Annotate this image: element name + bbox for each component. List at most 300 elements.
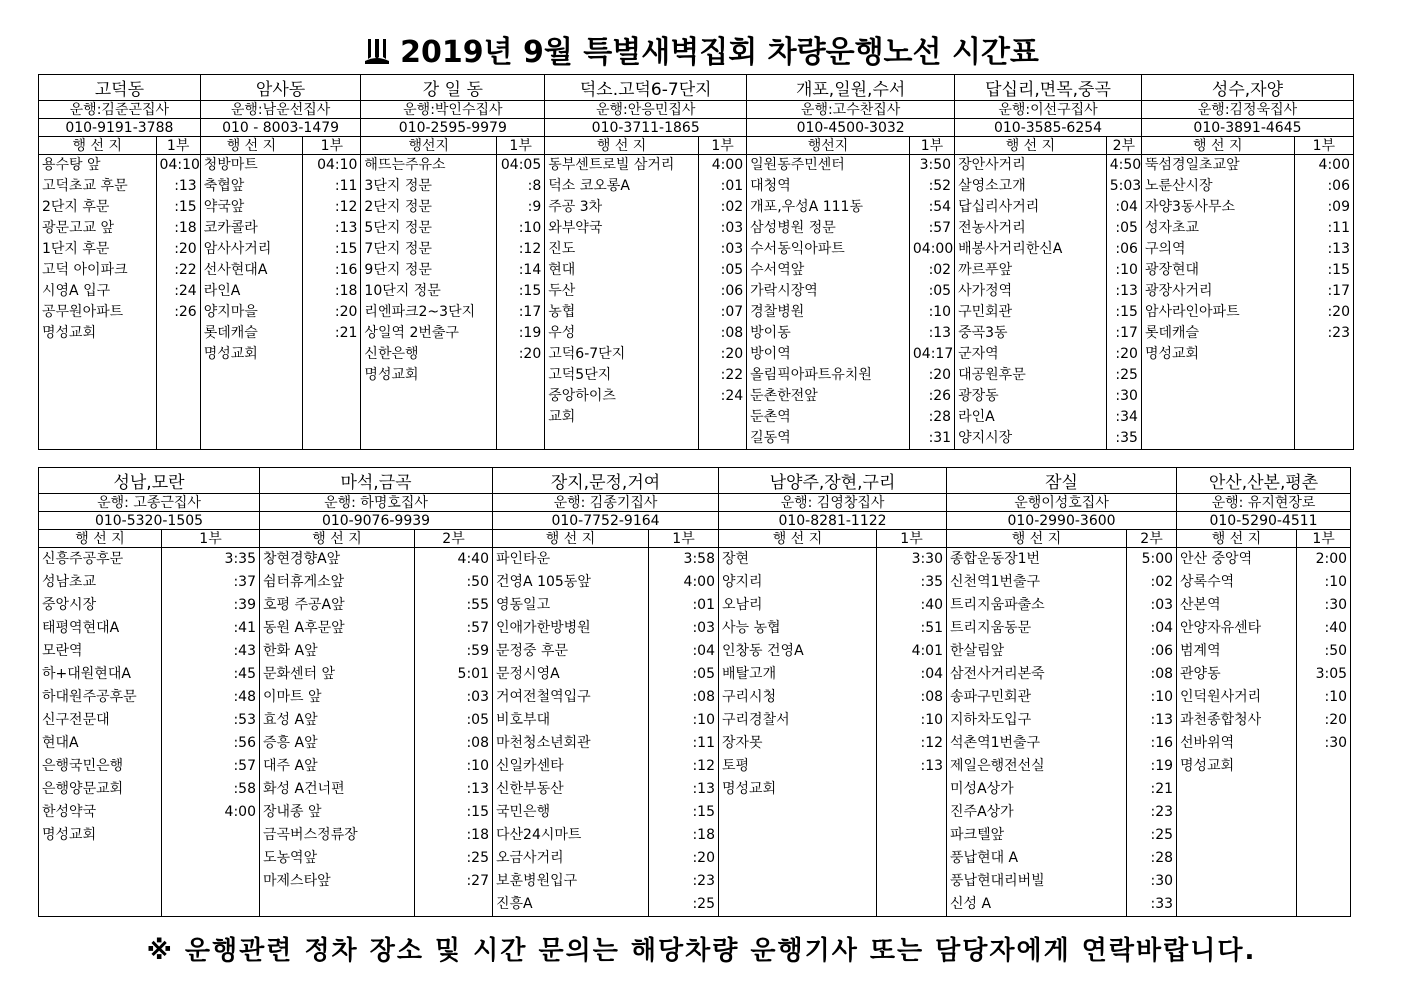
stop-name: 답십리사거리 xyxy=(958,199,1040,215)
stop-name: 삼성병원 정문 xyxy=(750,220,836,236)
stop-time: :20 xyxy=(518,346,542,362)
stop-column-header: 행 선 지 xyxy=(545,137,699,155)
stop-name: 토평 xyxy=(722,758,750,774)
stop-time: :40 xyxy=(920,597,944,613)
stop-name: 9단지 정문 xyxy=(364,262,432,278)
stop-time: :18 xyxy=(466,827,489,843)
stop-time: 04:10 xyxy=(159,157,200,173)
stop-name: 과천종합청사 xyxy=(1180,712,1262,728)
stop-name: 풍납현대리버빌 xyxy=(950,873,1045,889)
stop-time: :02 xyxy=(720,199,744,215)
stop-name: 파크텔앞 xyxy=(950,827,1005,843)
stop-name: 장현 xyxy=(722,551,750,567)
stop-name: 인덕원사거리 xyxy=(1180,689,1262,705)
route-driver: 운행:김준곤집사 xyxy=(39,101,201,119)
route-name: 성남,모란 xyxy=(39,468,260,494)
stop-name: 리엔파크2~3단지 xyxy=(364,304,476,320)
stop-time: :03 xyxy=(466,689,489,705)
stop-time: :25 xyxy=(1150,827,1174,843)
stop-name: 5단지 정문 xyxy=(364,220,432,236)
stop-name: 광문고교 앞 xyxy=(42,220,115,236)
stop-name: 창현경향A앞 xyxy=(263,551,341,567)
times-cell xyxy=(877,548,947,917)
stop-time: :35 xyxy=(1115,430,1138,446)
stop-time: :55 xyxy=(466,597,489,613)
stop-name: 동원 A후문앞 xyxy=(263,620,345,636)
stop-time: :04 xyxy=(920,666,944,682)
stop-time: :15 xyxy=(692,804,715,820)
stop-name: 중앙하이츠 xyxy=(548,388,616,404)
stop-column-header: 행 선 지 xyxy=(200,137,302,155)
route-name: 마석,금곡 xyxy=(260,468,493,494)
stop-time: :13 xyxy=(692,781,715,797)
stop-time: :17 xyxy=(1115,325,1138,341)
stops-cell xyxy=(39,155,157,450)
stop-time: :24 xyxy=(174,283,197,299)
stop-name: 사가정역 xyxy=(958,283,1013,299)
times-cell xyxy=(156,155,200,450)
stop-time: :26 xyxy=(174,304,197,320)
stop-time: :09 xyxy=(1327,199,1350,215)
stop-name: 까르푸앞 xyxy=(958,262,1013,278)
stop-column-header: 행 선 지 xyxy=(1141,137,1294,155)
stop-name: 지하차도입구 xyxy=(950,712,1032,728)
times-cell xyxy=(1127,548,1177,917)
stop-name: 성자초교 xyxy=(1144,220,1200,236)
stop-time: :20 xyxy=(1324,712,1348,728)
stop-name: 송파구민회관 xyxy=(950,689,1032,705)
bottom-schedule-table xyxy=(38,467,1351,917)
stop-time: :17 xyxy=(518,304,542,320)
stop-name: 명성교회 xyxy=(364,367,419,383)
stop-name: 경찰병원 xyxy=(750,304,805,320)
stop-time: :43 xyxy=(233,643,256,659)
stop-name: 중곡3동 xyxy=(958,325,1008,341)
times-cell xyxy=(909,155,954,450)
stop-time: :34 xyxy=(1115,409,1138,425)
stop-time: :11 xyxy=(1327,220,1350,236)
stop-time: :20 xyxy=(720,346,744,362)
stop-time: :07 xyxy=(720,304,744,320)
time-column-header: 1부 xyxy=(649,530,719,548)
stop-name: 구민회관 xyxy=(958,304,1013,320)
stop-time: :02 xyxy=(928,262,952,278)
stop-name: 마제스타앞 xyxy=(263,873,331,889)
stop-time: :03 xyxy=(1150,597,1174,613)
stop-time: :10 xyxy=(1324,689,1348,705)
stops-cell xyxy=(200,155,302,450)
title-text: 2019년 9월 특별새벽집회 차량운행노선 시간표 xyxy=(400,35,1039,70)
stop-time: :13 xyxy=(1327,241,1350,257)
stop-time: 04:00 xyxy=(912,241,954,257)
stop-name: 길동역 xyxy=(750,430,791,446)
stop-name: 인애가한방병원 xyxy=(496,620,591,636)
stop-time: 5:00 xyxy=(1141,551,1174,567)
stop-time: :15 xyxy=(1115,304,1138,320)
stop-time: :39 xyxy=(233,597,256,613)
stop-name: 교회 xyxy=(548,409,576,425)
stop-time: :04 xyxy=(1150,620,1174,636)
stop-time: :31 xyxy=(928,430,952,446)
page-title xyxy=(0,33,1403,73)
footer-notice: ※ 운행관련 정차 장소 및 시간 문의는 해당차량 운행기사 또는 담당자에게 연락바랍니다. xyxy=(146,936,1257,966)
stop-time: :03 xyxy=(692,620,715,636)
stop-name: 거여전철역입구 xyxy=(496,689,591,705)
route-name: 덕소.고덕6-7단지 xyxy=(545,75,747,101)
stop-name: 하+대원현대A xyxy=(42,666,131,682)
stop-name: 신한부동산 xyxy=(496,781,564,797)
route-driver: 운행:박인수집사 xyxy=(361,101,545,119)
times-cell xyxy=(497,155,545,450)
stop-time: :10 xyxy=(692,712,715,728)
stop-name: 장안사거리 xyxy=(958,157,1026,173)
stop-name: 시영A 입구 xyxy=(42,283,111,299)
stop-time: :08 xyxy=(920,689,944,705)
stop-name: 제일은행전선실 xyxy=(950,758,1045,774)
stop-name: 성남초교 xyxy=(42,574,97,590)
stop-time: :10 xyxy=(518,220,542,236)
stop-time: :08 xyxy=(692,689,715,705)
stop-name: 진주A상가 xyxy=(950,804,1014,820)
stop-name: 도농역앞 xyxy=(263,850,318,866)
stop-time: :58 xyxy=(233,781,256,797)
stop-time: :23 xyxy=(1327,325,1350,341)
stop-name: 호평 주공A앞 xyxy=(263,597,345,613)
stop-name: 라인A xyxy=(203,283,241,299)
time-column-header: 2부 xyxy=(1127,530,1177,548)
stop-time: :08 xyxy=(720,325,744,341)
stop-name: 풍납현대 A xyxy=(950,850,1019,866)
stop-time: :04 xyxy=(692,643,715,659)
stops-cell xyxy=(260,548,415,917)
stop-time: :26 xyxy=(928,388,952,404)
stop-name: 현대 xyxy=(548,262,576,278)
stop-name: 롯데캐슬 xyxy=(1144,325,1200,341)
stop-name: 파인타운 xyxy=(496,551,551,567)
route-phone: 010-2990-3600 xyxy=(947,512,1177,530)
stop-time: :57 xyxy=(928,220,952,236)
stop-time: :06 xyxy=(720,283,744,299)
stop-name: 명성교회 xyxy=(42,325,97,341)
route-name: 성수,자양 xyxy=(1141,75,1353,101)
stop-name: 영동일고 xyxy=(496,597,551,613)
stop-name: 암사사거리 xyxy=(203,241,272,257)
stop-name: 이마트 앞 xyxy=(263,689,322,705)
stop-name: 둔촌역 xyxy=(750,409,791,425)
stop-name: 공무원아파트 xyxy=(42,304,124,320)
stop-column-header: 행 선 지 xyxy=(260,530,415,548)
stop-time: :12 xyxy=(334,199,358,215)
stop-name: 신구전문대 xyxy=(42,712,110,728)
stop-name: 라인A xyxy=(958,409,995,425)
time-column-header: 1부 xyxy=(877,530,947,548)
stop-name: 방이동 xyxy=(750,325,791,341)
stop-time: :20 xyxy=(1115,346,1138,362)
stop-name: 노룬산시장 xyxy=(1144,178,1213,194)
stop-time: :01 xyxy=(720,178,744,194)
stop-name: 주공 3차 xyxy=(548,199,603,215)
stop-time: :16 xyxy=(334,262,358,278)
stops-cell xyxy=(39,548,162,917)
stop-time: :03 xyxy=(720,220,744,236)
stop-name: 비호부대 xyxy=(496,712,551,728)
stop-time: :20 xyxy=(174,241,197,257)
stops-cell xyxy=(1141,155,1294,450)
stop-time: :10 xyxy=(1150,689,1174,705)
stop-time: :33 xyxy=(1150,896,1174,912)
stop-time: :19 xyxy=(1150,758,1174,774)
stop-time: :23 xyxy=(1150,804,1174,820)
stop-time: :24 xyxy=(720,388,744,404)
stop-time: 3:05 xyxy=(1315,666,1348,682)
stop-name: 명성교회 xyxy=(203,346,258,362)
stop-name: 구리시청 xyxy=(722,689,777,705)
stop-time: :14 xyxy=(518,262,542,278)
stop-name: 해뜨는주유소 xyxy=(364,157,446,173)
stop-name: 가락시장역 xyxy=(750,283,818,299)
stop-time xyxy=(160,323,197,344)
stop-name: 장내종 앞 xyxy=(263,804,322,820)
stops-cell xyxy=(747,155,910,450)
stop-name: 구리경찰서 xyxy=(722,712,790,728)
stop-time: :13 xyxy=(920,758,944,774)
times-cell xyxy=(162,548,260,917)
top-schedule-table xyxy=(38,74,1354,450)
stop-time: :06 xyxy=(1115,241,1138,257)
stop-name: 신천역1번출구 xyxy=(950,574,1041,590)
stop-name: 태평역현대A xyxy=(42,620,120,636)
route-driver: 운행: 김종기집사 xyxy=(493,494,719,512)
stop-name: 농협 xyxy=(548,304,576,320)
stop-name: 은행국민은행 xyxy=(42,758,124,774)
stop-name: 종합운동장1번 xyxy=(950,551,1041,567)
stop-name: 수서동익아파트 xyxy=(750,241,845,257)
stop-name: 안산 중앙역 xyxy=(1180,551,1253,567)
stop-name: 배봉사거리한신A xyxy=(958,241,1063,257)
stop-name: 문화센터 앞 xyxy=(263,666,336,682)
stop-time: :19 xyxy=(518,325,542,341)
stop-name: 트리지움동문 xyxy=(950,620,1032,636)
stop-name: 신한은행 xyxy=(364,346,419,362)
stop-time xyxy=(702,407,743,428)
route-phone: 010-7752-9164 xyxy=(493,512,719,530)
stop-name: 고덕6-7단지 xyxy=(548,346,626,362)
stops-cell xyxy=(1177,548,1297,917)
route-name: 장지,문정,거여 xyxy=(493,468,719,494)
stop-time: 4:40 xyxy=(457,551,489,567)
stop-time: :20 xyxy=(334,304,358,320)
stop-name: 명성교회 xyxy=(42,827,97,843)
stop-time: :56 xyxy=(233,735,256,751)
stop-time: :11 xyxy=(334,178,358,194)
stop-name: 한화 A앞 xyxy=(263,643,318,659)
stop-time: :13 xyxy=(466,781,489,797)
stop-name: 화성 A건너편 xyxy=(263,781,345,797)
time-column-header: 1부 xyxy=(497,137,545,155)
stop-time: :23 xyxy=(692,873,715,889)
stop-time: :20 xyxy=(1327,304,1350,320)
stop-name: 석촌역1번출구 xyxy=(950,735,1041,751)
stop-time: :01 xyxy=(692,597,715,613)
times-cell xyxy=(698,155,746,450)
stop-time: :51 xyxy=(920,620,944,636)
route-phone: 010-5290-4511 xyxy=(1177,512,1351,530)
stop-name: 3단지 정문 xyxy=(364,178,432,194)
stops-cell xyxy=(947,548,1127,917)
stop-time: :22 xyxy=(174,262,197,278)
stop-time: :16 xyxy=(1150,735,1174,751)
stop-name: 수서역앞 xyxy=(750,262,805,278)
stop-time: :12 xyxy=(920,735,944,751)
stop-name: 장자못 xyxy=(722,735,763,751)
route-driver: 운행:김정욱집사 xyxy=(1141,101,1353,119)
stop-time: 04:05 xyxy=(500,157,542,173)
stop-name: 둔촌한전앞 xyxy=(750,388,818,404)
stop-name: 현대A xyxy=(42,735,79,751)
stop-time: :10 xyxy=(920,712,944,728)
stop-time: :05 xyxy=(692,666,715,682)
stop-time: :12 xyxy=(518,241,542,257)
times-cell xyxy=(415,548,493,917)
stop-time: :04 xyxy=(1115,199,1138,215)
stop-time: :27 xyxy=(466,873,489,889)
stop-name: 광장현대 xyxy=(1144,262,1200,278)
stop-name: 우성 xyxy=(548,325,576,341)
stop-name: 축협앞 xyxy=(203,178,245,194)
stop-time: :15 xyxy=(466,804,489,820)
stop-name: 양지시장 xyxy=(958,430,1013,446)
stop-time: :13 xyxy=(334,220,358,236)
stop-name: 신흥주공후문 xyxy=(42,551,124,567)
time-column-header: 1부 xyxy=(162,530,260,548)
stop-time: :18 xyxy=(692,827,715,843)
stop-name: 인창동 건영A xyxy=(722,643,804,659)
stop-column-header: 행 선 지 xyxy=(947,530,1127,548)
stop-time: :10 xyxy=(466,758,489,774)
route-phone: 010-2595-9979 xyxy=(361,119,545,137)
route-driver: 운행이성호집사 xyxy=(947,494,1177,512)
stop-time xyxy=(306,344,357,365)
stop-time: :10 xyxy=(1324,574,1348,590)
stop-column-header: 행 선 지 xyxy=(719,530,877,548)
stop-time: 3:30 xyxy=(911,551,944,567)
stop-time: 4:00 xyxy=(1318,157,1350,173)
stop-time: :22 xyxy=(720,367,744,383)
stop-time: :05 xyxy=(720,262,744,278)
stop-time: :13 xyxy=(174,178,197,194)
route-driver: 운행: 하명호집사 xyxy=(260,494,493,512)
stop-time: :52 xyxy=(928,178,952,194)
stop-time: :48 xyxy=(233,689,256,705)
stop-name: 모란역 xyxy=(42,643,83,659)
time-column-header: 1부 xyxy=(909,137,954,155)
stop-name: 증흥 A앞 xyxy=(263,735,318,751)
stop-name: 광장사거리 xyxy=(1144,283,1213,299)
stop-time: :21 xyxy=(334,325,358,341)
route-phone: 010-9191-3788 xyxy=(39,119,201,137)
route-name: 고덕동 xyxy=(39,75,201,101)
route-driver: 운행:안응민집사 xyxy=(545,101,747,119)
stop-column-header: 행 선 지 xyxy=(955,137,1107,155)
stop-name: 개포,우성A 111동 xyxy=(750,199,863,215)
stop-name: 하대원주공후문 xyxy=(42,689,137,705)
stop-name: 청방마트 xyxy=(203,157,258,173)
stop-time: :21 xyxy=(1150,781,1174,797)
stop-time: :54 xyxy=(928,199,952,215)
times-cell xyxy=(1297,548,1351,917)
stop-time: 2:00 xyxy=(1315,551,1348,567)
stop-name: 중앙시장 xyxy=(42,597,97,613)
stop-time: :15 xyxy=(174,199,197,215)
route-name: 강 일 동 xyxy=(361,75,545,101)
route-driver: 운행:남운선집사 xyxy=(200,101,361,119)
stop-time: :17 xyxy=(1327,283,1350,299)
route-name: 암사동 xyxy=(200,75,361,101)
stop-column-header: 행 선 지 xyxy=(39,137,157,155)
time-column-header: 2부 xyxy=(1106,137,1141,155)
route-name: 답십리,면목,중곡 xyxy=(955,75,1142,101)
stop-time: :8 xyxy=(527,178,542,194)
stop-time: :40 xyxy=(1324,620,1348,636)
stop-time: :25 xyxy=(692,896,715,912)
route-name: 안산,산본,평촌 xyxy=(1177,468,1351,494)
stop-time: 4:00 xyxy=(683,574,715,590)
stop-name: 명성교회 xyxy=(722,781,777,797)
times-cell xyxy=(303,155,361,450)
stop-time: :12 xyxy=(692,758,715,774)
stop-name: 관양동 xyxy=(1180,666,1221,682)
stop-name: 동부센트로빌 삼거리 xyxy=(548,157,675,173)
stop-time: :57 xyxy=(233,758,256,774)
stop-column-header: 행 선 지 xyxy=(39,530,162,548)
stop-name: 코카콜라 xyxy=(203,220,258,236)
stops-cell xyxy=(545,155,699,450)
stop-name: 고덕5단지 xyxy=(548,367,612,383)
stop-time: :35 xyxy=(920,574,944,590)
route-phone: 010-3711-1865 xyxy=(545,119,747,137)
stop-name: 트리지움파출소 xyxy=(950,597,1045,613)
stop-name: 다산24시마트 xyxy=(496,827,582,843)
stops-cell xyxy=(361,155,497,450)
stop-time: :10 xyxy=(1115,262,1138,278)
stops-cell xyxy=(493,548,649,917)
stop-name: 올림픽아파트유치원 xyxy=(750,367,872,383)
stop-time: :03 xyxy=(720,241,744,257)
stop-time: :06 xyxy=(1327,178,1350,194)
stop-name: 한성약국 xyxy=(42,804,97,820)
stop-time: :18 xyxy=(174,220,197,236)
stop-name: 자양3동사무소 xyxy=(1144,199,1235,215)
stop-name: 사능 농협 xyxy=(722,620,781,636)
stop-name: 뚝섬경일초교앞 xyxy=(1144,157,1240,173)
stop-time: :10 xyxy=(928,304,952,320)
stop-time: :11 xyxy=(692,735,715,751)
time-column-header: 1부 xyxy=(1294,137,1353,155)
stop-name: 암사라인아파트 xyxy=(1144,304,1240,320)
stop-name: 두산 xyxy=(548,283,576,299)
times-cell xyxy=(1294,155,1353,450)
route-name: 잠실 xyxy=(947,468,1177,494)
stop-name: 명성교회 xyxy=(1144,346,1200,362)
stop-time: 3:35 xyxy=(224,551,256,567)
stop-column-header: 행 선 지 xyxy=(493,530,649,548)
stop-time: :59 xyxy=(466,643,489,659)
stop-name: 안양자유센타 xyxy=(1180,620,1262,636)
stop-name: 롯데캐슬 xyxy=(203,325,258,341)
route-phone: 010-8281-1122 xyxy=(719,512,947,530)
stop-name: 범계역 xyxy=(1180,643,1221,659)
stop-time: :50 xyxy=(1324,643,1348,659)
